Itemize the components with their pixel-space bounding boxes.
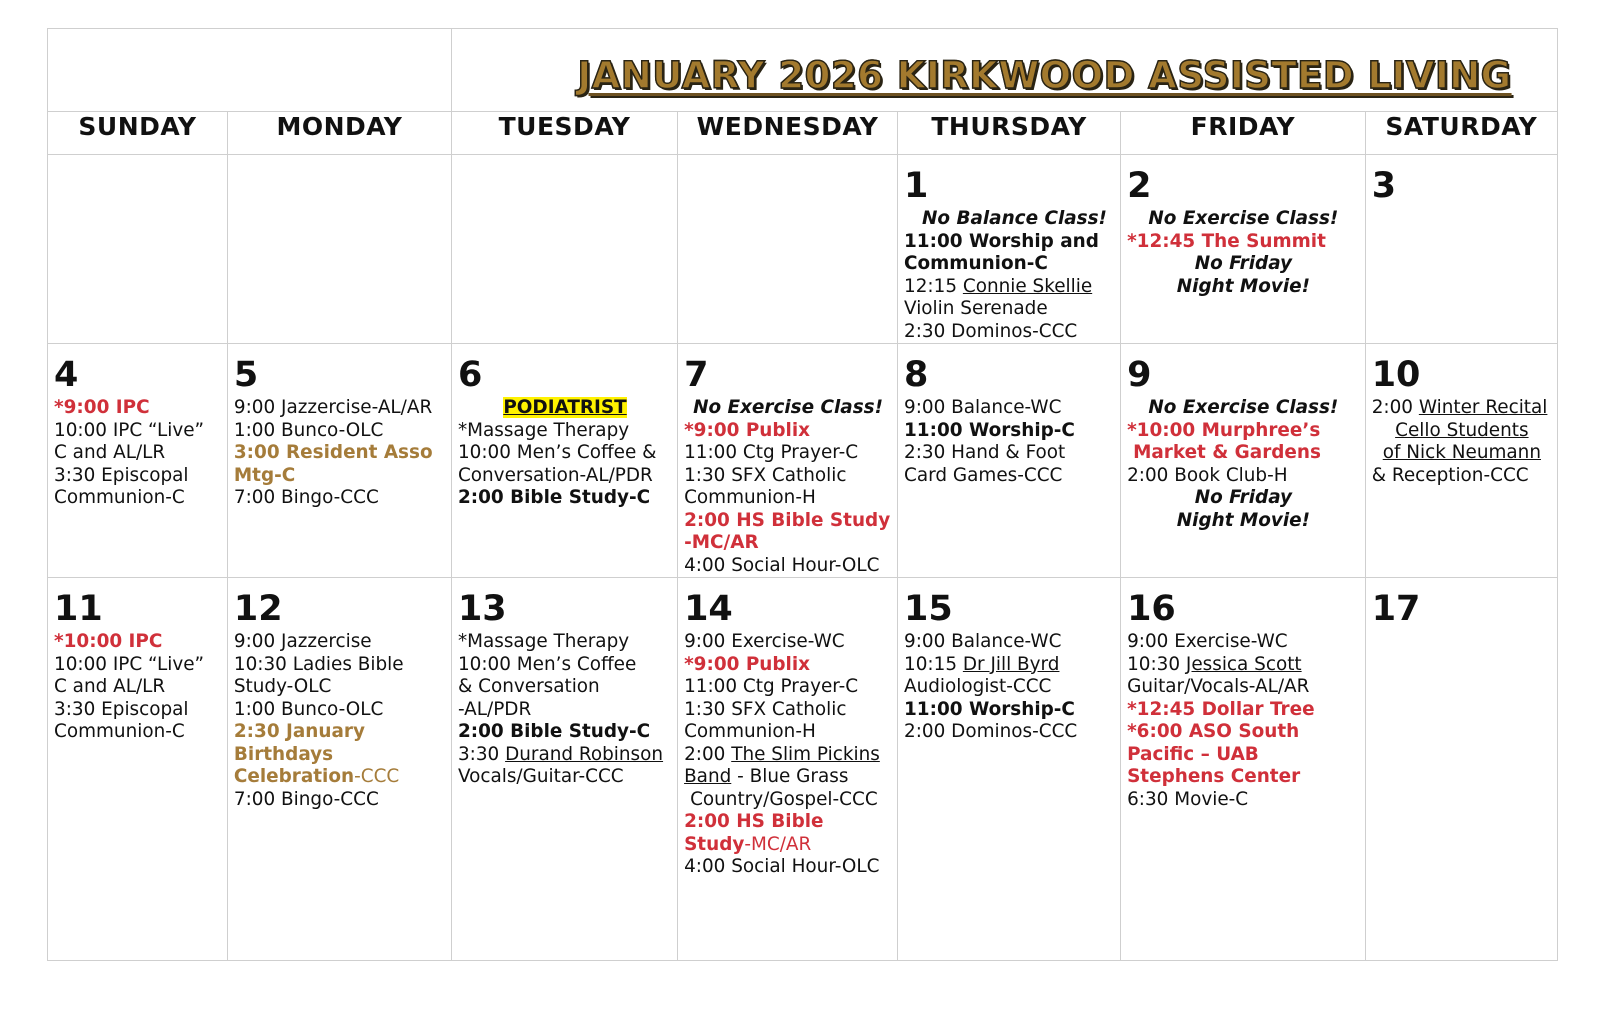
event-line: Card Games-CCC (904, 464, 1063, 486)
day-number: 8 (904, 355, 929, 395)
event-line (234, 766, 446, 789)
event-title: Cello Students (1395, 419, 1529, 441)
day-cell-1 (898, 155, 1121, 344)
day-number: 9 (1127, 355, 1152, 395)
event-line: 7:00 Bingo-CCC (233, 487, 379, 508)
event-line: 9:00 Exercise-WC (1127, 631, 1288, 652)
day-number: 3 (1371, 166, 1397, 206)
day-cell-empty (678, 155, 898, 344)
event-line: *Massage Therapy (457, 419, 630, 441)
day-cell-empty (227, 155, 451, 344)
event-line: *12:45 The Summit (1127, 230, 1326, 252)
calendar-title: JANUARY 2026 KIRKWOOD ASSISTED LIVING (577, 53, 1512, 97)
event-line (458, 744, 672, 767)
event-line: Communion-H (684, 487, 816, 508)
event-line: Communion-C (904, 253, 1048, 274)
event-line: Study-OLC (233, 676, 332, 697)
performer-name: Jessica Scott (1185, 653, 1302, 675)
event-line: Communion-C (54, 721, 185, 742)
weekday-sunday: SUNDAY (48, 112, 228, 155)
event-line: Vocals/Guitar-CCC (457, 766, 624, 787)
day-number: 15 (904, 589, 953, 629)
event-line (904, 276, 1115, 299)
event-line: 9:00 Balance-WC (904, 631, 1062, 652)
event-line: -MC/AR (684, 532, 759, 553)
day-number: 16 (1127, 589, 1176, 629)
event-line: 4:00 Social Hour-OLC (684, 554, 880, 576)
event-line: Market & Gardens (1133, 442, 1321, 463)
day-cell-empty (48, 155, 228, 344)
event-time: 10:30 (1127, 653, 1186, 675)
event-line: *Massage Therapy (457, 631, 630, 652)
event-line: 2:00 Bible Study-C (457, 721, 651, 742)
event-location: -MC/AR (744, 833, 812, 855)
event-line (684, 834, 892, 857)
performer-name: Dr Jill Byrd (962, 653, 1060, 675)
event-line: Communion-C (54, 487, 185, 508)
event-line: *9:00 IPC (54, 397, 150, 418)
event-line: 11:00 Ctg Prayer-C (684, 442, 859, 463)
event-line: 2:00 Book Club-H (1127, 464, 1288, 486)
day-cell-4 (48, 344, 228, 578)
day-number: 11 (54, 589, 103, 629)
event-line (684, 744, 892, 767)
event-line: 2:00 HS Bible Study (684, 509, 891, 531)
event-line: C and AL/LR (54, 676, 166, 697)
event-line: 10:00 Men’s Coffee & (457, 442, 657, 463)
day-number: 14 (684, 589, 733, 629)
event-line: No Friday (1194, 487, 1293, 508)
event-line (1372, 397, 1552, 420)
event-line (1372, 420, 1552, 443)
event-line: 11:00 Worship and (904, 230, 1099, 252)
weekday-monday: MONDAY (227, 112, 451, 155)
event-line: C and AL/LR (54, 442, 166, 463)
event-title: Study (684, 833, 745, 855)
event-line: Night Movie! (1176, 509, 1310, 531)
event-line: 9:00 Balance-WC (904, 397, 1062, 418)
event-line: 2:00 Dominos-CCC (904, 721, 1078, 742)
event-line (1372, 442, 1552, 465)
day-number: 1 (904, 166, 929, 206)
performer-name: The Slim Pickins (731, 743, 880, 765)
day-cell-9 (1121, 344, 1366, 578)
day-cell-empty (451, 155, 677, 344)
event-line (1127, 654, 1360, 677)
day-cell-6 (451, 344, 677, 578)
event-title: Celebration (233, 766, 355, 787)
performer-name: Durand Robinson (505, 743, 664, 765)
event-time: 2:00 (1371, 397, 1419, 418)
week-row-2 (48, 344, 1558, 578)
event-time: 12:15 (904, 275, 963, 297)
event-line: 10:00 Men’s Coffee (457, 653, 637, 675)
event-line: Stephens Center (1127, 766, 1301, 787)
event-line: No Exercise Class! (1148, 208, 1339, 229)
day-number: 6 (457, 355, 483, 395)
day-cell-8 (898, 344, 1121, 578)
day-cell-7 (678, 344, 898, 578)
event-line: 10:00 IPC “Live” (54, 419, 205, 441)
event-line: Birthdays (233, 743, 334, 765)
event-time: 10:15 (904, 653, 963, 675)
event-line: 2:00 HS Bible (684, 811, 824, 832)
event-line: 10:00 IPC “Live” (54, 653, 205, 675)
day-number: 13 (457, 589, 507, 629)
event-line: Night Movie! (1176, 275, 1310, 297)
event-line: 1:30 SFX Catholic (684, 464, 847, 486)
event-line: 2:30 Hand & Foot (904, 442, 1066, 463)
day-cell-11 (48, 578, 228, 961)
event-line: 2:00 Bible Study-C (457, 487, 651, 508)
event-line: 2:30 January (233, 721, 365, 742)
event-line: 11:00 Worship-C (904, 698, 1075, 720)
event-line: Country/Gospel-CCC (690, 788, 878, 810)
event-line: *12:45 Dollar Tree (1127, 698, 1315, 720)
event-line: 1:00 Bunco-OLC (233, 698, 384, 720)
performer-name: Connie Skellie (962, 275, 1093, 297)
event-line: *9:00 Publix (684, 419, 811, 441)
event-line: No Balance Class! (922, 208, 1107, 229)
title-cell (451, 29, 1557, 112)
weekday-tuesday: TUESDAY (451, 112, 677, 155)
event-line: 7:00 Bingo-CCC (233, 788, 379, 810)
event-line: No Exercise Class! (1148, 397, 1339, 418)
event-line: 3:30 Episcopal (54, 464, 189, 486)
event-line: *6:00 ASO South (1127, 721, 1300, 742)
performer-name: Band (684, 766, 732, 787)
event-line: 9:00 Exercise-WC (684, 631, 845, 652)
event-line: Audiologist-CCC (904, 676, 1052, 697)
day-cell-2 (1121, 155, 1366, 344)
weekday-header-row (48, 112, 1558, 155)
calendar-grid (47, 28, 1558, 961)
event-line: No Exercise Class! (693, 397, 883, 418)
blank-title-cell (48, 29, 452, 112)
event-line: 6:30 Movie-C (1127, 788, 1249, 810)
event-line (684, 766, 892, 789)
event-line: 9:00 Jazzercise (233, 631, 372, 652)
event-line: & Conversation (457, 676, 600, 697)
event-line: 11:00 Worship-C (904, 419, 1075, 441)
event-line: 4:00 Social Hour-OLC (684, 856, 880, 877)
day-cell-14 (678, 578, 898, 961)
event-line: 9:00 Jazzercise-AL/AR (233, 397, 433, 418)
event-line: & Reception-CCC (1371, 464, 1529, 486)
day-number: 2 (1127, 166, 1152, 206)
week-row-1 (48, 155, 1558, 344)
day-number: 4 (54, 355, 79, 395)
event-line (904, 654, 1115, 677)
event-line: 2:30 Dominos-CCC (904, 320, 1078, 342)
day-cell-12 (227, 578, 451, 961)
event-line: 11:00 Ctg Prayer-C (684, 676, 859, 697)
event-line: Communion-H (684, 721, 816, 742)
event-time: 2:00 (684, 743, 732, 765)
event-detail: - Blue Grass (731, 766, 849, 787)
event-line: 1:00 Bunco-OLC (233, 419, 384, 441)
day-cell-3 (1365, 155, 1557, 344)
day-cell-17 (1365, 578, 1557, 961)
event-title: Winter Recital (1418, 397, 1548, 418)
event-line (458, 397, 672, 420)
event-line: 3:30 Episcopal (54, 698, 189, 720)
day-cell-15 (898, 578, 1121, 961)
day-number: 5 (233, 355, 259, 395)
day-cell-5 (227, 344, 451, 578)
event-line: -AL/PDR (457, 698, 532, 720)
title-row (48, 29, 1558, 112)
weekday-saturday: SATURDAY (1365, 112, 1557, 155)
day-number: 12 (233, 589, 283, 629)
day-number: 10 (1371, 355, 1421, 395)
weekday-thursday: THURSDAY (898, 112, 1121, 155)
day-cell-10 (1365, 344, 1557, 578)
day-number: 7 (684, 355, 709, 395)
event-line: Pacific – UAB (1127, 743, 1259, 765)
week-row-3 (48, 578, 1558, 961)
event-line: Conversation-AL/PDR (457, 464, 653, 486)
event-time: 3:30 (457, 743, 506, 765)
day-number: 17 (1371, 589, 1421, 629)
event-title: of Nick Neumann (1382, 442, 1541, 463)
event-location: -CCC (354, 766, 400, 787)
event-line: 3:00 Resident Asso (233, 442, 433, 463)
event-line: Guitar/Vocals-AL/AR (1127, 676, 1310, 697)
event-line: *10:00 Murphree’s (1127, 419, 1321, 441)
weekday-friday: FRIDAY (1121, 112, 1366, 155)
day-cell-16 (1121, 578, 1366, 961)
event-line: Violin Serenade (904, 298, 1048, 319)
weekday-wednesday: WEDNESDAY (678, 112, 898, 155)
event-line: 1:30 SFX Catholic (684, 698, 847, 720)
podiatrist-highlight: PODIATRIST (503, 397, 627, 418)
event-line: Mtg-C (233, 464, 296, 486)
day-cell-13 (451, 578, 677, 961)
event-line: 10:30 Ladies Bible (233, 653, 404, 675)
event-line: No Friday (1194, 253, 1293, 274)
event-line: *9:00 Publix (684, 653, 811, 675)
event-line: *10:00 IPC (54, 631, 163, 652)
